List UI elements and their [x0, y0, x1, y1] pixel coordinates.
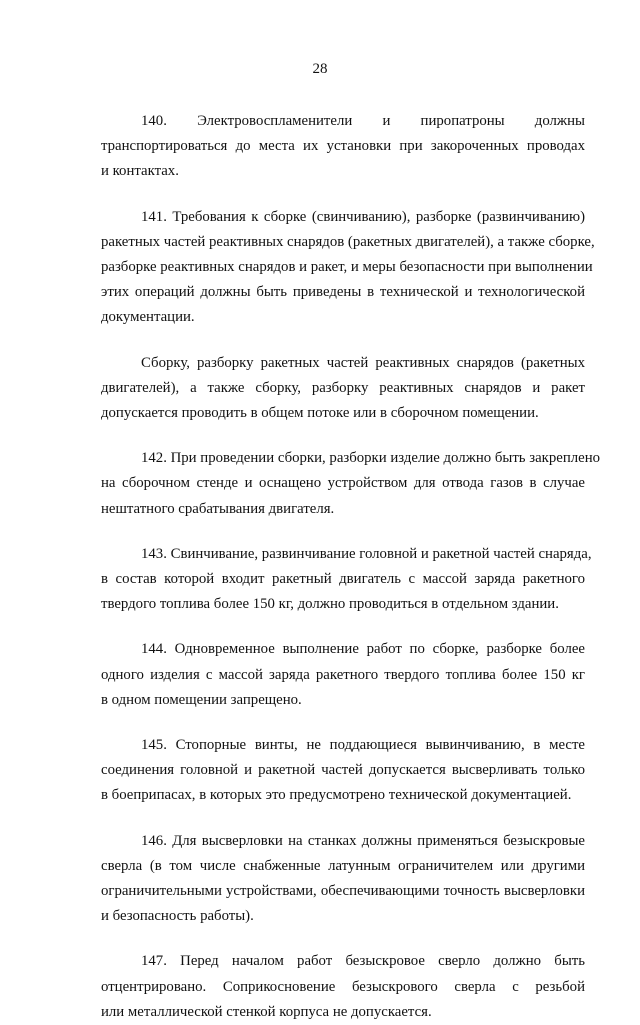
paragraph-line: документации.	[101, 309, 195, 326]
paragraph-line: 146. Для высверловки на станках должны применяться безыскровые	[141, 832, 585, 849]
paragraph	[101, 542, 592, 618]
paragraph-line: Сборку, разборку ракетных частей реактивных снарядов (ракетных	[141, 354, 585, 371]
paragraph-line: этих операций должны быть приведены в технической и технологической	[101, 284, 585, 301]
paragraph-line: 144. Одновременное выполнение работ по сборке, разборке более	[141, 641, 585, 658]
paragraph-line: двигателей), а также сборку, разборку реактивных снарядов и ракет	[101, 379, 585, 396]
page-number: 28	[312, 61, 328, 77]
paragraph-line: нештатного срабатывания двигателя.	[101, 500, 335, 517]
document-body	[101, 89, 601, 1025]
paragraph-line: соединения головной и ракетной частей допускается высверливать только	[101, 762, 585, 779]
paragraph-line: 140. Электровоспламенители и пиропатроны должны	[141, 113, 585, 129]
paragraph-line: сверла (в том числе снабженные латунным ограничителем или другими	[101, 857, 585, 874]
paragraph	[101, 733, 585, 809]
paragraph-line: и контактах.	[101, 163, 179, 180]
paragraph	[101, 949, 585, 1025]
paragraph-line: 141. Требования к сборке (свинчиванию), разборке (развинчиванию)	[141, 208, 585, 225]
paragraph-line: или металлической стенкой корпуса не допускается.	[101, 1003, 432, 1020]
paragraph	[101, 637, 585, 713]
paragraph	[101, 446, 601, 522]
paragraph-line: разборке реактивных снарядов и ракет, и меры безопасности при выполнении	[101, 259, 593, 276]
paragraph-line: в состав которой входит ракетный двигатель с массой заряда ракетного	[101, 571, 585, 588]
paragraph-line: и безопасность работы).	[101, 908, 254, 925]
paragraph-line: 145. Стопорные винты, не поддающиеся вывинчиванию, в месте	[141, 737, 585, 754]
paragraph	[101, 351, 585, 427]
paragraph-line: в боеприпасах, в которых это предусмотрено технической документацией.	[101, 787, 572, 804]
paragraph-line: ограничительными устройствами, обеспечивающими точность высверловки	[101, 883, 585, 900]
paragraph-line: ракетных частей реактивных снарядов (ракетных двигателей), а также сборке,	[101, 233, 595, 250]
paragraph-line: 142. При проведении сборки, разборки изделие должно быть закреплено	[141, 450, 601, 467]
paragraph-line: твердого топлива более 150 кг, должно проводиться в отдельном здании.	[101, 596, 559, 613]
paragraph-line: 143. Свинчивание, развинчивание головной и ракетной частей снаряда,	[141, 545, 592, 562]
paragraph	[101, 829, 585, 930]
paragraph-line: транспортироваться до места их установки при закороченных проводах	[101, 138, 585, 155]
paragraph-line: допускается проводить в общем потоке или в сборочном помещении.	[101, 405, 539, 422]
paragraph	[101, 109, 585, 185]
paragraph-line: в одном помещении запрещено.	[101, 691, 302, 708]
paragraph-line: 147. Перед началом работ безыскровое сверло должно быть	[141, 953, 585, 970]
paragraph	[101, 205, 595, 331]
paragraph-line: на сборочном стенде и оснащено устройством для отвода газов в случае	[101, 475, 585, 492]
paragraph-line: отцентрировано. Соприкосновение безыскрового сверла с резьбой	[101, 978, 585, 995]
paragraph-line: одного изделия с массой заряда ракетного твердого топлива более 150 кг	[101, 666, 585, 683]
